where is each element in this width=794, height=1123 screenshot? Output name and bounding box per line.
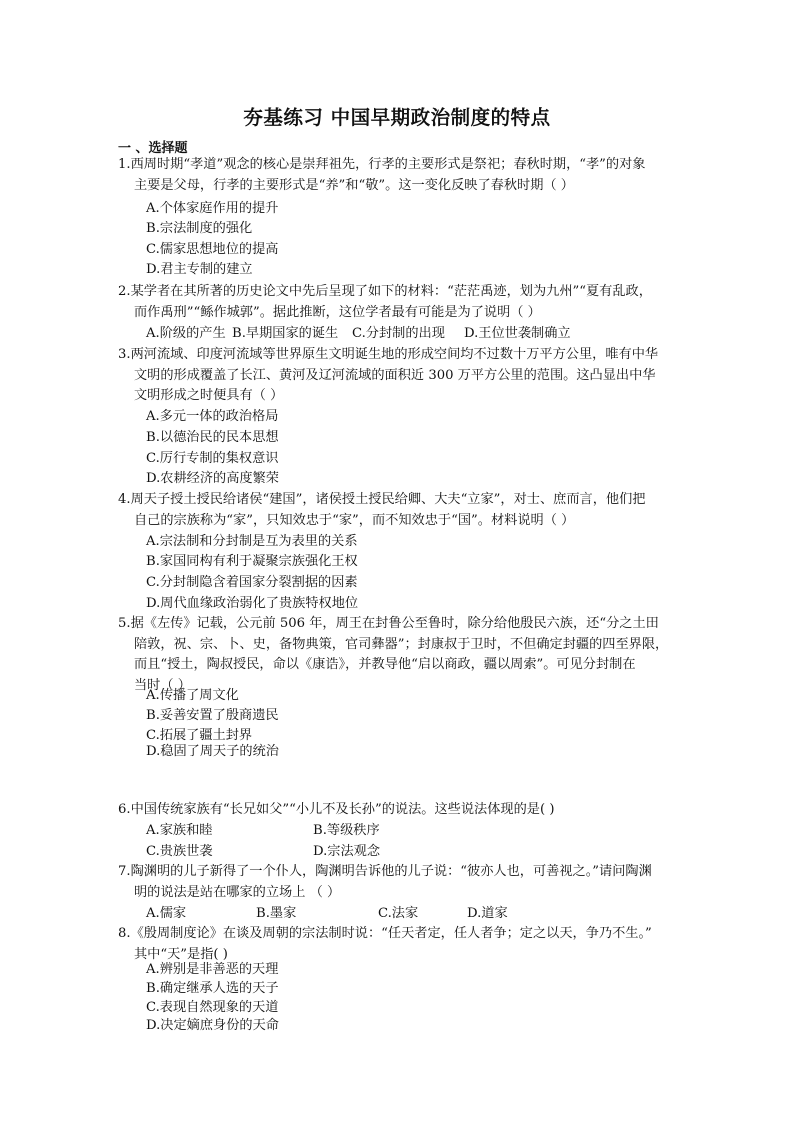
page-title: 夯基练习 中国早期政治制度的特点: [243, 106, 551, 129]
option-c[interactable]: C.法家: [378, 906, 419, 921]
option-c[interactable]: C.拓展了疆土封界: [146, 728, 253, 743]
option-d[interactable]: D.道家: [467, 906, 508, 921]
question-3: [118, 345, 698, 407]
question-text-line: 6.中国传统家族有“长兄如父”“小儿不及长孙”的说法。这些说法体现的是( ): [118, 802, 555, 817]
question-6: [118, 800, 698, 821]
section-heading: 一 、选择题: [118, 141, 188, 156]
option-b[interactable]: B.以德治民的民本思想: [146, 430, 279, 445]
option-a[interactable]: A.多元一体的政治格局: [146, 409, 279, 424]
option-c[interactable]: C.表现自然现象的天道: [146, 1000, 279, 1015]
option-d[interactable]: D.农耕经济的高度繁荣: [146, 471, 279, 486]
question-text-line: 2.某学者在其所著的历史论文中先后呈现了如下的材料：“茫茫禹迹，划为九州”“夏有乱政，: [118, 284, 652, 299]
option-a[interactable]: A.个体家庭作用的提升: [146, 201, 279, 216]
option-c[interactable]: C.贵族世袭: [146, 844, 213, 859]
option-b[interactable]: B.妥善安置了殷商遗民: [146, 708, 279, 723]
question-text-line: 自己的宗族称为“家”，只知效忠于“家”，而不知效忠于“国”。材料说明（ ）: [134, 512, 575, 528]
option-c[interactable]: C.分封制的出现: [352, 326, 445, 341]
option-a[interactable]: A.辨别是非善恶的天理: [146, 962, 279, 977]
question-2: [118, 282, 698, 323]
question-text-line: 4.周天子授土授民给诸侯“建国”，诸侯授土授民给卿、大夫“立家”，对士、庶而言，他们把: [118, 492, 646, 507]
question-7: [118, 862, 698, 903]
option-a[interactable]: A.阶级的产生: [146, 326, 226, 341]
option-d[interactable]: D.决定嫡庶身份的天命: [146, 1018, 279, 1033]
option-a[interactable]: A.传播了周文化: [146, 688, 239, 703]
question-text-line: 1.西周时期“孝道”观念的核心是崇拜祖先，行孝的主要形式是祭祀；春秋时期，“孝”的对象: [118, 157, 646, 172]
option-b[interactable]: B.早期国家的诞生: [232, 326, 339, 341]
option-a[interactable]: A.家族和睦: [146, 823, 213, 838]
option-b[interactable]: B.宗法制度的强化: [146, 221, 253, 236]
option-d[interactable]: D.王位世袭制确立: [464, 326, 571, 341]
question-text-line: 5.据《左传》记载，公元前 506 年，周王在封鲁公至鲁时，除分给他殷民六族，还“分之土田: [118, 616, 659, 631]
option-b[interactable]: B.墨家: [256, 906, 297, 921]
question-text-line: 明的说法是站在哪家的立场上 （ ）: [134, 884, 341, 900]
option-d[interactable]: D.稳固了周天子的统治: [146, 744, 279, 759]
question-text-line: 当时（ ）: [134, 677, 191, 693]
question-text-line: 而且“授土，陶叔授民，命以《康诰》，并教导他“启以商政，疆以周索”。可见分封制在: [134, 657, 636, 673]
question-text-line: 主要是父母，行孝的主要形式是“养”和“敬”。这一变化反映了春秋时期（ ）: [134, 177, 574, 193]
option-b[interactable]: B.等级秩序: [313, 823, 380, 838]
options-row: [146, 324, 571, 345]
question-text-line: 3.两河流域、印度河流域等世界原生文明诞生地的形成空间均不过数十万平方公里，唯有中华: [118, 347, 659, 362]
question-5: [118, 614, 698, 696]
option-b[interactable]: B.确定继承人选的天子: [146, 981, 279, 996]
option-c[interactable]: C.厉行专制的集权意识: [146, 451, 279, 466]
question-text-line: 其中“天”是指( ): [134, 946, 228, 962]
question-8: [118, 924, 698, 965]
question-text-line: 文明的形成覆盖了长江、黄河及辽河流域的面积近 300 万平方公里的范围。这凸显出中华: [134, 367, 656, 383]
question-1: [118, 155, 698, 196]
option-c[interactable]: C.分封制隐含着国家分裂割据的因素: [146, 575, 358, 590]
option-d[interactable]: D.周代血缘政治弱化了贵族特权地位: [146, 596, 359, 611]
question-4: [118, 490, 698, 531]
question-text-line: 文明形成之时便具有（ ）: [134, 388, 284, 404]
option-a[interactable]: A.宗法制和分封制是互为表里的关系: [146, 534, 358, 549]
option-d[interactable]: D.君主专制的建立: [146, 262, 253, 277]
option-a[interactable]: A.儒家: [146, 906, 187, 921]
question-text-line: 陪敦，祝、宗、卜、史，备物典策，官司彝器”；封康叔于卫时，不但确定封疆的四至界限，: [134, 636, 669, 652]
question-text-line: 而作禹刑”“鲧作城郭”。据此推断，这位学者最有可能是为了说明（ ）: [134, 304, 541, 320]
question-text-line: 8.《殷周制度论》在谈及周朝的宗法制时说：“任天者定，任人者争；定之以天，争乃不生。”: [118, 926, 652, 941]
question-text-line: 7.陶渊明的儿子新得了一个仆人，陶渊明告诉他的儿子说：“彼亦人也，可善视之。”请问陶渊: [118, 864, 652, 879]
option-b[interactable]: B.家国同构有利于凝聚宗族强化王权: [146, 554, 358, 569]
option-c[interactable]: C.儒家思想地位的提高: [146, 242, 279, 257]
option-d[interactable]: D.宗法观念: [313, 844, 381, 859]
